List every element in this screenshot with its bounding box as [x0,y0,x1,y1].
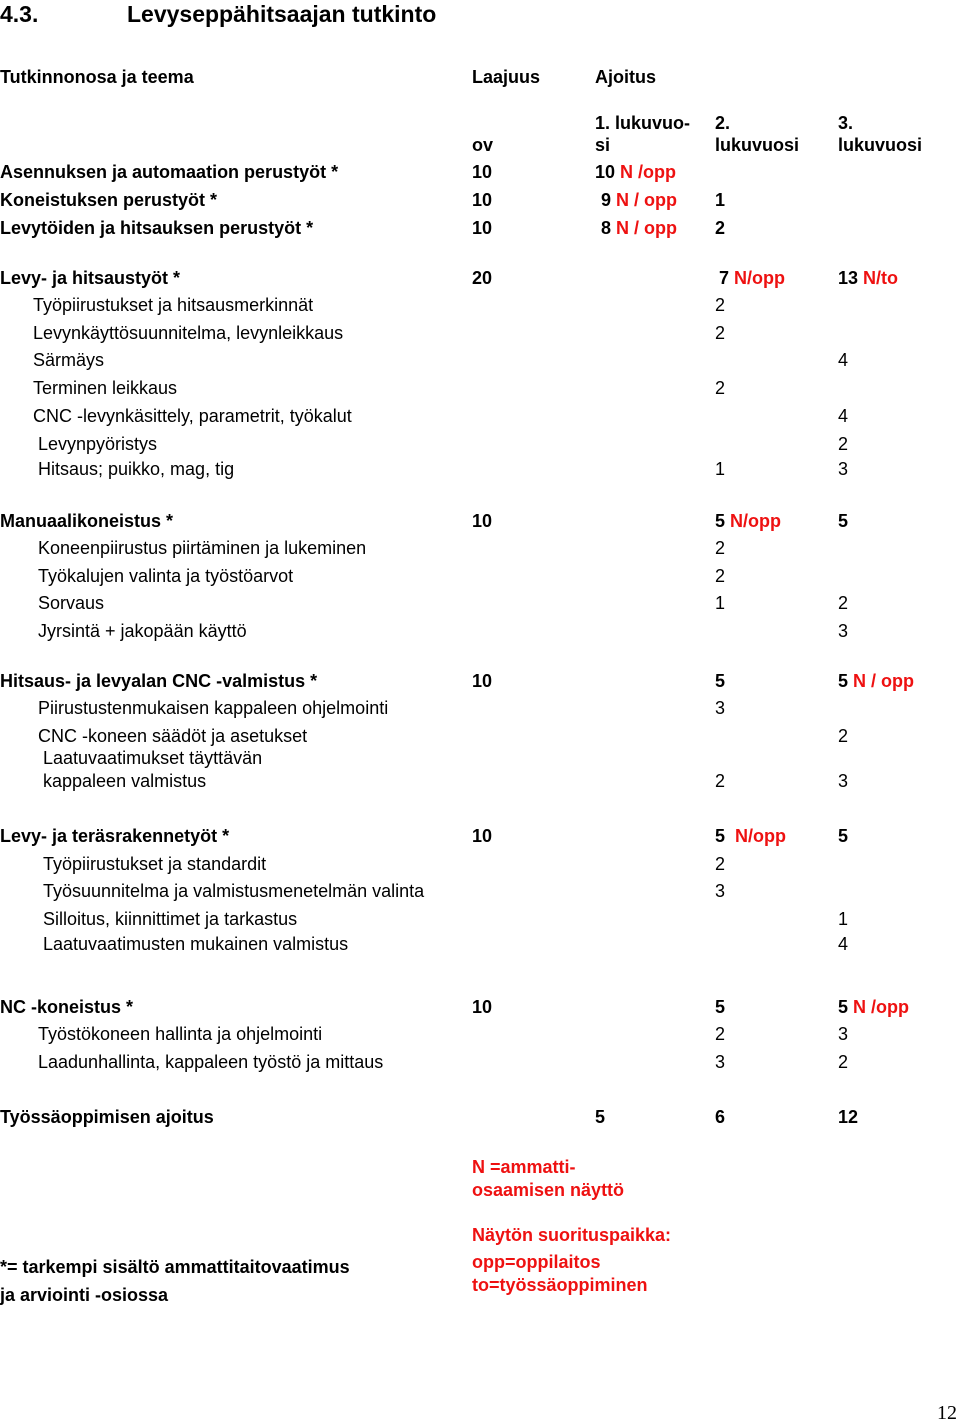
row-name: Levytöiden ja hitsauksen perustyöt * [0,218,314,238]
demo-marker: N/opp [735,826,787,846]
note-place-opp: opp=oppilaitos [472,1252,601,1272]
item-name: CNC -koneen säädöt ja asetukset [38,726,308,746]
row-name: Koneistuksen perustyöt * [0,190,218,210]
group-scope: 10 [472,826,493,846]
item-name: Laatuvaatimusten mukainen valmistus [43,934,349,954]
header-year1-b: si [595,135,611,155]
demo-marker: N/opp [734,268,786,288]
item-year3: 3 [838,1024,849,1044]
group-name: Levy- ja teräsrakennetyöt * [0,826,230,846]
row-year1: 9 N / opp [601,190,678,210]
item-name: Silloitus, kiinnittimet ja tarkastus [43,909,298,929]
header-year1-a: 1. lukuvuo- [595,113,691,133]
group-year2: 5 N/opp [715,511,782,531]
demo-marker: N / opp [616,218,678,238]
item-year2: 2 [715,854,726,874]
page-number: 12 [937,1402,957,1424]
group-year3: 5 [838,511,849,531]
group-year3: 13 N/to [838,268,899,288]
item-name: Jyrsintä + jakopään käyttö [38,621,247,641]
item-name: Laadunhallinta, kappaleen työstö ja mittaus [38,1052,384,1072]
item-year2: 2 [715,538,726,558]
item-name: Terminen leikkaus [33,378,178,398]
row-year1: 8 N / opp [601,218,678,238]
item-year2: 2 [715,323,726,343]
row-scope: 10 [472,218,493,238]
row-year2: 1 [715,190,726,210]
note-n-line2: osaamisen näyttö [472,1180,625,1200]
item-year2: 3 [715,881,726,901]
item-name: Laatuvaatimukset täyttävän [43,748,263,768]
item-name: Työstökoneen hallinta ja ohjelmointi [38,1024,323,1044]
group-year2: 7 N/opp [719,268,786,288]
item-name: Levynkäyttösuunnitelma, levynleikkaus [33,323,344,343]
demo-marker: N/opp [730,511,782,531]
item-name: Hitsaus; puikko, mag, tig [38,459,235,479]
item-year2: 3 [715,698,726,718]
demo-marker: N /opp [853,997,910,1017]
header-year2-b: lukuvuosi [715,135,800,155]
item-year2: 1 [715,593,726,613]
item-year3: 3 [838,771,849,791]
item-name: Sorvaus [38,593,105,613]
item-year2: 2 [715,566,726,586]
row-year1: 10 N /opp [595,162,677,182]
row-name: Asennuksen ja automaation perustyöt * [0,162,339,182]
demo-marker: N/to [863,268,899,288]
row-scope: 10 [472,190,493,210]
item-name-cont: kappaleen valmistus [43,771,207,791]
item-name: Työpiirustukset ja hitsausmerkinnät [33,295,314,315]
row-scope: 10 [472,162,493,182]
note-place-title: Näytön suorituspaikka: [472,1225,672,1245]
group-year3: 5 N / opp [838,671,915,691]
demo-marker: N / opp [853,671,915,691]
header-scope: Laajuus [472,67,541,87]
placement-year3: 12 [838,1107,859,1127]
group-name: Hitsaus- ja levyalan CNC -valmistus * [0,671,318,691]
header-timing: Ajoitus [595,67,656,87]
group-year2: 5 [715,997,726,1017]
section-number: 4.3. [0,1,39,27]
header-theme: Tutkinnonosa ja teema [0,67,194,87]
item-year3: 2 [838,726,849,746]
header-year2-a: 2. [715,113,731,133]
header-year3-b: lukuvuosi [838,135,923,155]
group-year2: 5 [715,671,726,691]
placement-year2: 6 [715,1107,726,1127]
item-name: Työpiirustukset ja standardit [43,854,267,874]
header-scope-unit: ov [472,135,494,155]
item-name: Piirustustenmukaisen kappaleen ohjelmointi [38,698,389,718]
item-year3: 3 [838,621,849,641]
item-name: Särmäys [33,350,105,370]
group-scope: 10 [472,511,493,531]
group-name: Manuaalikoneistus * [0,511,174,531]
section-title: Levyseppähitsaajan tutkinto [127,1,437,27]
item-name: Levynpyöristys [38,434,158,454]
item-year2: 3 [715,1052,726,1072]
group-scope: 20 [472,268,493,288]
item-year2: 2 [715,378,726,398]
item-year2: 2 [715,1024,726,1044]
group-name: Levy- ja hitsaustyöt * [0,268,181,288]
item-name: CNC -levynkäsittely, parametrit, työkalut [33,406,352,426]
item-name: Koneenpiirustus piirtäminen ja lukeminen [38,538,367,558]
group-year2: 5 N/opp [715,826,787,846]
item-year3: 4 [838,934,849,954]
item-year3: 2 [838,1052,849,1072]
row-year2: 2 [715,218,726,238]
demo-marker: N /opp [620,162,677,182]
group-year3: 5 N /opp [838,997,910,1017]
item-year2: 2 [715,295,726,315]
note-place-to: to=työssäoppiminen [472,1275,648,1295]
group-year3: 5 [838,826,849,846]
placement-year1: 5 [595,1107,606,1127]
header-year3-a: 3. [838,113,854,133]
demo-marker: N / opp [616,190,678,210]
item-year2: 1 [715,459,726,479]
item-year2: 2 [715,771,726,791]
group-scope: 10 [472,671,493,691]
note-star-line2: ja arviointi -osiossa [0,1285,169,1305]
group-scope: 10 [472,997,493,1017]
item-name: Työkalujen valinta ja työstöarvot [38,566,294,586]
note-n-line1: N =ammatti- [472,1157,576,1177]
item-year3: 4 [838,350,849,370]
item-year3: 2 [838,593,849,613]
item-year3: 2 [838,434,849,454]
note-star-line1: *= tarkempi sisältö ammattitaitovaatimus [0,1257,350,1277]
group-name: NC -koneistus * [0,997,134,1017]
item-year3: 3 [838,459,849,479]
item-year3: 1 [838,909,849,929]
item-name: Työsuunnitelma ja valmistusmenetelmän valinta [43,881,425,901]
item-year3: 4 [838,406,849,426]
placement-name: Työssäoppimisen ajoitus [0,1107,214,1127]
